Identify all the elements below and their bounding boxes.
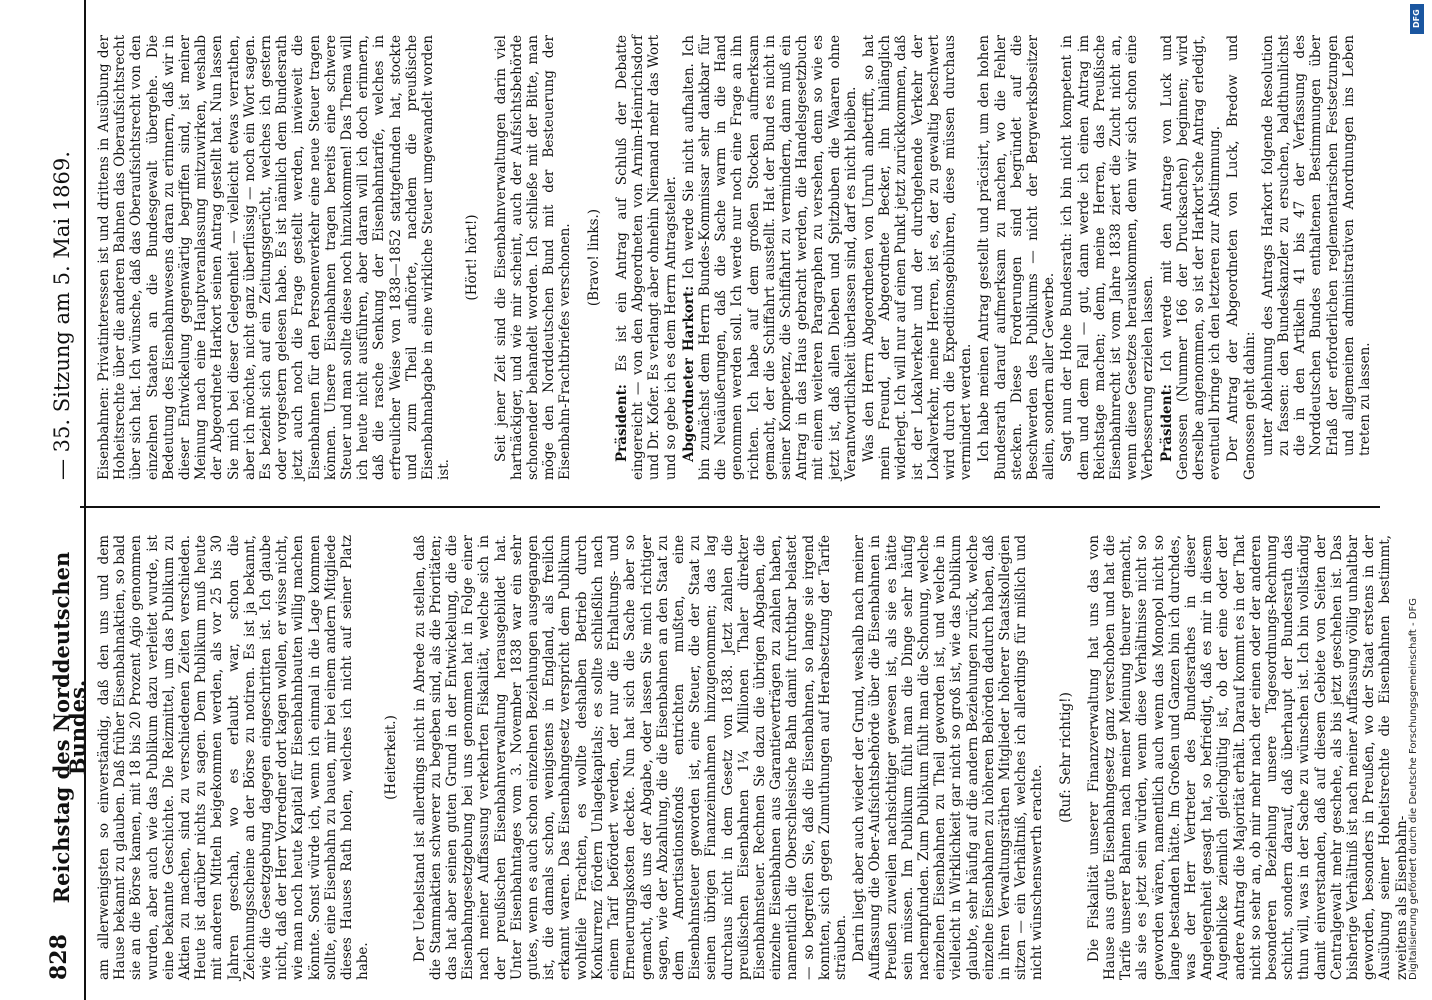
left-header-title: Reichstag des Norddeutschen Bundes. [49,551,91,904]
right-interjection-2: (Bravo! links.) [585,208,602,307]
left-interjection-2: (Ruf: Sehr richtig!) [1057,692,1074,823]
column-divider [80,506,1380,508]
digitization-credit: Digitalisierung gefördert durch die Deutsche Forschungsgemeinschaft - DFG [1408,597,1419,980]
left-paragraph-2: Der Uebelstand ist allerdings nicht in Abrede zu stellen, daß die Stammaktien schwerer zu begeben sind, als die Prioritäten; das hat aber seinen guten Grund in der Entwickelung, die die Eisenbahngesetzgebung bei uns genommen hat in Folge einer nach meiner Auffassung verkehrten Fiskalität, welche sich in der preußischen Eisenbahnverwaltung herausgebildet hat. Unter Eisenbahntages vom 3. November 1838 war ein sehr gutes, wenn es auch schon einzelnen Beziehungen ausgegangen ist, die damals schon, wenigstens in England, als freilich erkannt waren. Das Eisenbahngesetz verspricht dem Publikum wohlfeile Frachten, es wollte deshalben Betrieb durch Konkurrenz fördern Unlagekapitals; es sollte schließlich nach einem Tarif befördert werden, der nur die Erhaltungs- und Erneuerungskosten deckte. Nun hat sich die Sache aber so gemacht, daß uns der Abgabe, oder lassen Sie mich richtiger sagen, wie der Abzahlung, die die Eisenbahnen an den Staat zu dem Amortisationsfonds entrichten mußten, eine Eisenbahnsteuer geworden ist, eine Steuer, die der Staat zu seinen übrigen Finanzeinnahmen hinzugenommen; das lag durchaus nicht in dem Gesetz von 1838. Jetzt zahlen die preußischen Eisenbahnen 1¼ Millionen Thaler direkter Eisenbahnsteuer. Rechnen Sie dazu die übrigen Abgaben, die einzelne Eisenbahnen aus Garantieverträgen zu zahlen haben, namentlich die Oberschlesische Bahn damit furchtbar belastet — so begreifen Sie, daß die Eisenbahnen, so lange sie irgend konnten, sich gegen Zumuthungen auf Herabsetzung der Tarife sträuben. [411,535,849,980]
right-header-session: — 35. Sitzung am 5. Mai 1869. [50,151,74,480]
right-column [50,35,1375,480]
right-paragraph-1: Eisenbahnen: Privatinteressen ist und drittens in Ausübung der Hoheitsrechte über die anderen Bahnen das Oberaufsichtsrecht über sich hat. Ich wünsche, daß das Oberaufsichtsrecht von den einzelnen Staaten an die Bundesgewalt übergehe. Die Bedeutung des Eisenbahnwesens daran zu erinnern, daß wir in dieser Entwickelung gegenwärtig begriffen sind, ist meiner Meinung nach eine Hauptveranlassung mitzuwirken, weshalb der Abgeordnete Harkort seinen Antrag gestellt hat. Nun lassen Sie mich bei dieser Gelegenheit — vielleicht etwas verrathen, aber ich möchte, nicht ganz überflüssig — noch ein Wort sagen. Es bezieht sich auf ein Zeitungsgerücht, welches ich gestern oder vorgestern gelesen habe. Es ist nämlich dem Bundesrath jetzt auch noch die Frage gestellt werden, inwieweit die Eisenbahnen für den Personenverkehr eine neue Steuer tragen können. Unsere Eisenbahnen tragen bereits eine schwere Steuer und man sollte diese noch hinzukommen! Das Thema will ich heute nicht ausführen, aber daran will ich doch erinnern, daß die rasche Senkung der Eisenbahntarife, welches in erfreulicher Weise von 1838—1852 stattgefunden hat, stockte und zum Theil aufhörte, nachdem die preußische Eisenbahnabgabe in eine wirkliche Steuer umgewandelt worden ist. [96,35,453,480]
left-column [49,535,1412,980]
right-harkort [681,35,859,480]
right-paragraph-2: Seit jener Zeit sind die Eisenbahnverwaltungen darin viel hartnäckiger, und wie mir scheint, auch der Aufsichtsbehörde schonender behandelt worden. Ich schließe mit der Bitte, man möge den Norddeutschen Bund mit der Besteuerung der Eisenbahn-Frachtbriefes verschonen. [492,35,574,480]
left-paragraph-1: am allerwenigsten so einverständig, daß den uns und dem Hause bekannt zu glauben. Daß früher Eisenbahnaktien, so bald sie an die Börse kamen, mit 18 bis 20 Prozent Agio genommen wurden, aber auch wie das Publikum dazu verleitet wurde, ist eine bekannte Geschichte. Die Reizmittel, um das Publikum zu Aktien zu machen, sind zu verschiedenen Zeiten verschieden. Heute ist darüber nichts zu sagen. Dem Publikum muß heute mit anderen Mitteln beigekommen werden, als vor 25 bis 30 Jahren geschah, wo es erlaubt war, schon die Zeichnungsscheine an der Börse zu notiren. Es ist ja bekannt, wie die Gesetzgebung dagegen eingeschritten ist. Ich glaube nicht, daß der Herr Vorredner dort kagen wollen, er wisse nicht, wie man noch heute Kapital für Eisenbahnbauten willig machen könnte. Sonst würde ich, wenn ich einmal in die Lage kommen sollte, eine Eisenbahn zu bauen, mir bei einem andern Mitgliede dieses Hauses Rath holen, welches ich nicht auf seiner Platz habe. [96,535,372,980]
president-label: Präsident: [613,384,630,462]
rotated-page [40,0,1410,1000]
left-paragraph-4: Die Fiskalität unserer Finanzverwaltung hat uns das von Hause aus gute Eisenbahngesetz ganz verschoben und hat die Tarife unserer Bahnen nach meiner Meinung theurer gemacht, als sie es jetzt sein würden, wenn diese Verhältnisse nicht so geworden wären, namentlich auch wenn das Monopol nicht so lange bestanden hätte. Im Großen und Ganzen bin ich durchdes, was der Herr Vertreter des Bundesrathes in dieser Angelegenheit gesagt hat, so befriedigt, daß es mir in diesem Augenblicke ziemlich gleichgültig ist, ob der eine oder der andere Antrag die Majorität erhält. Darauf kommt es in der That nicht so sehr an, ob mir mehr nach der einen oder der anderen besonderen Beziehung unsere Tagesordnungs-Rechnung schicht, sondern darauf, daß überhaupt der Bundesrath das thun will, was in der Sache zu wünschen ist. Ich bin vollständig damit einverstanden, daß auf diesem Gebiete von Seiten der Centralgewalt mehr geschehe, als bis jetzt geschehen ist. Das bisherige Verhältniß ist nach meiner Auffassung völlig unhaltbar geworden, besonders in Preußen, wo der Staat erstens in der Ausübung seiner Hoheitsrechte die Eisenbahnen bestimmt, zweitens als Eisenbahn- [1085,535,1410,980]
president-text-2: Ich werde mit den Antrage von Luck und Genossen (Nummer 166 der Drucksachen) beginnen; wird derselbe angenommen, so ist der Harkort'sche Antrag erledigt, eventuell bringe ich den letzteren zur Abstimmung. [1158,35,1224,480]
president-text: Es ist ein Antrag auf Schluß der Debatte eingereicht — von den Abgeordneten von Arnim-Heinrichsdorf und Dr. Kofer. Es verlangt aber ohnehin Niemand mehr das Wort und so gebe ich es dem Herrn Antragsteller. [613,35,679,480]
left-interjection-1: (Heiterkeit.) [383,715,400,800]
harkort-text: Ich werde Sie nicht aufhalten. Ich bin zunächst dem Herrn Bundes-Kommissar sehr dankbar für die Neuäußerungen, daß die Sache warm in die Hand genommen werden soll. Ich werde nur noch eine Frage an ihn richten. Ich habe auf dem großen Stocken aufmerksam gemacht, der die Schiffahrt ausstellt. Hat der Bund es nicht in seiner Kompetenz, die Schiffahrt zu vermindern, dann muß ein Antrag in das Haus gebracht werden, die Handelsgesetzbuch mit einem weiteren Paragraphen zu versehen, denn so wie es jetzt ist, daß allen Dieben und Spitzbuben die Waaren ohne Verantwortlichkeit überlassen sind, darf es nicht bleiben. [680,35,859,480]
right-harkort-2: Was den Herrn Abgeordneten von Unruh anbetrifft, so hat mein Freund, der Abgeordnete Becker, ihn hinlänglich widerlegt. Ich will nur auf einen Punkt jetzt zurückkommen, daß ist der Lokalverkehr und der durchgehende Verkehr der Lokalverkehr, meine Herren, ist es, der zu gewaltig beschwert wird durch die Expeditionsgebühren, diese müssen durchaus vermindert werden. [860,35,975,480]
right-president-2 [1159,35,1224,480]
page-number: 828 [46,934,72,980]
right-president-1 [614,35,679,480]
left-paragraph-3: Darin liegt aber auch wieder der Grund, weshalb nach meiner Auffassung die Ober-Aufsichtsbehörde über die Eisenbahnen in Preußen zuweilen nachsichtiger gewesen ist, als sie es hätte sein müssen. Im Publikum fühlt man die Dinge sehr häufig nachempfunden. Zum Publikum fühlt man die Schonung, welche einzelnen Eisenbahnen zu Theil geworden ist, und welche in vielleicht in Wirklichkeit gar nicht so groß ist, wie das Publikum glaubte, sehr häufig auf die andern Beziehungen zurück, welche einzelne Eisenbahnen zu höheren Behörden dadurch haben, daß in ihren Verwaltungsräthen Mitglieder höherer Staatskollegien sitzen — ein Verhältniß, welches ich allerdings für mißlich und nicht wünschenswerth erachte. [851,535,1046,980]
right-harkort-4: Sagt nun der Hohe Bundesrath: ich bin nicht kompetent in dem und dem Fall — gut, dann werde ich einen Antrag im Reichstage machen; denn, meine Herren, das Preußische Eisenbahnrecht ist vom Jahre 1838 ziert die Zucht nicht an, wenn diese Gesetzes herauskommen, denn wir sich schon eine Verbesserung erzielen lassen. [1059,35,1157,480]
right-interjection-1: (Hört! hört!) [464,214,481,301]
right-resolution: unter Ablehnung des Antrags Harkort folgende Resolution zu fassen: den Bundeskanzler zu ersuchen, baldthunlichst die in den Artikeln 41 bis 47 der Verfassung des Norddeutschen Bundes enthaltenen Bestimmungen über Erlaß der erforderlichen reglementarischen Festsetzungen und allgemeinen administrativen Anordnungen ins Leben treten zu lassen. [1259,35,1374,456]
right-harkort-3: Ich habe meinen Antrag gestellt und präcisirt, um den hohen Bundesrath darauf aufmerksam zu machen, wo die Fehler stecken. Diese Forderungen sind begründet auf die Beschwerden des Publikums — nicht der Bergwerksbesitzer allein, sondern aller Gewerbe. [976,35,1058,480]
dfg-logo: DFG [1410,4,1424,34]
president-label-2: Präsident: [1158,384,1175,462]
harkort-label: Abgeordneter Harkort: [680,285,697,462]
right-antrag: Der Antrag der Abgeordneten von Luck, Bredow und Genossen geht dahin: [1225,35,1258,480]
